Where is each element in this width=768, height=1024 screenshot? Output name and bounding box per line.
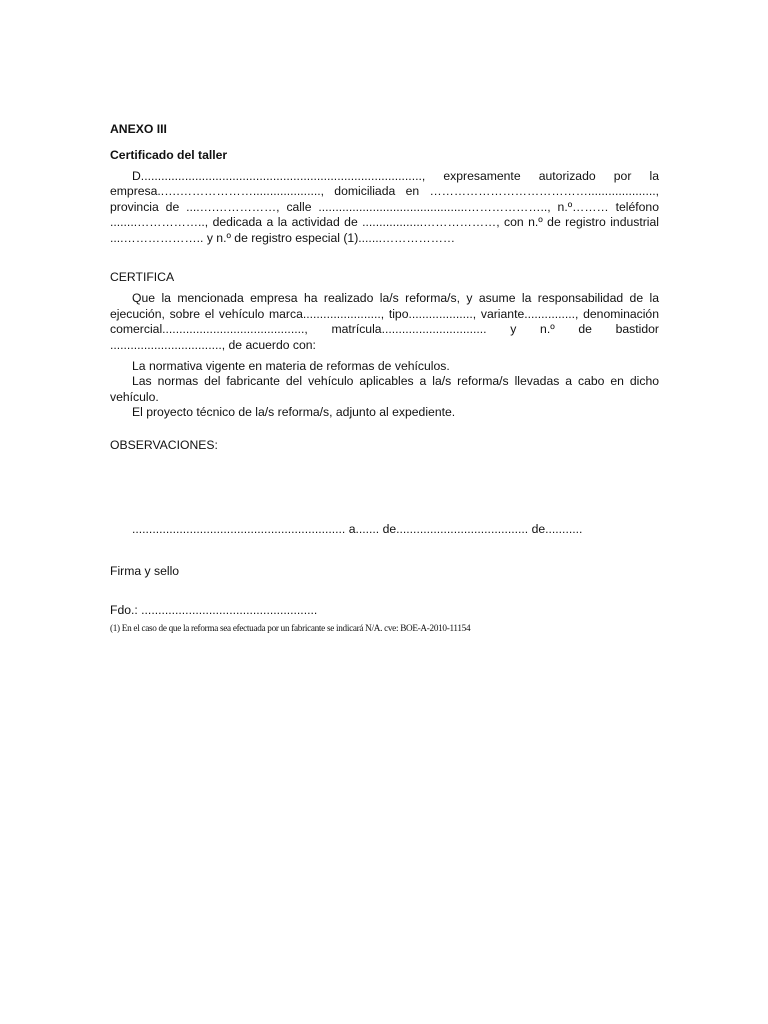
signature-label: Firma y sello bbox=[110, 563, 180, 578]
compliance-item: El proyecto técnico de la/s reforma/s, adjunto al expediente. bbox=[132, 405, 456, 420]
certify-paragraph: Que la mencionada empresa ha realizado la/s reforma/s, y asume la responsabilidad de la ejecución, sobre el vehículo marca......................., tipo..................., variante..............., denominación comercial.........................................., matrícula............................... y n.º de bastidor ................................., de acuerdo con: bbox=[110, 291, 659, 352]
certificate-title: Certificado del taller bbox=[110, 148, 228, 162]
certificate-document bbox=[110, 122, 659, 644]
fdo-line: Fdo.: .................................................... bbox=[110, 602, 318, 617]
annex-title: ANEXO III bbox=[110, 122, 167, 136]
certifica-heading: CERTIFICA bbox=[110, 270, 175, 285]
compliance-list bbox=[110, 359, 659, 421]
compliance-item: Las normas del fabricante del vehículo aplicables a la/s reforma/s llevadas a cabo en dicho vehículo. bbox=[110, 374, 659, 404]
intro-paragraph: D..................................................................................., expresamente autorizado por la empresa..….………………...................., domiciliada en …………………………………...................., provincia de ....….……………, calle ............................................……………….., n.º……… teléfono ........…………….., dedicada a la actividad de ..................………………, con n.º de registro industrial ....……………….. y n.º de registro especial (1).......……………… bbox=[110, 169, 659, 245]
footnote: (1) En el caso de que la reforma sea efectuada por un fabricante se indicará N/A. cve: BOE-A-2010-11154 bbox=[110, 623, 471, 634]
observaciones-heading: OBSERVACIONES: bbox=[110, 437, 218, 452]
compliance-item: La normativa vigente en materia de reformas de vehículos. bbox=[132, 359, 450, 374]
date-line: ............................................................... a....... de....................................... de........... bbox=[132, 522, 583, 537]
